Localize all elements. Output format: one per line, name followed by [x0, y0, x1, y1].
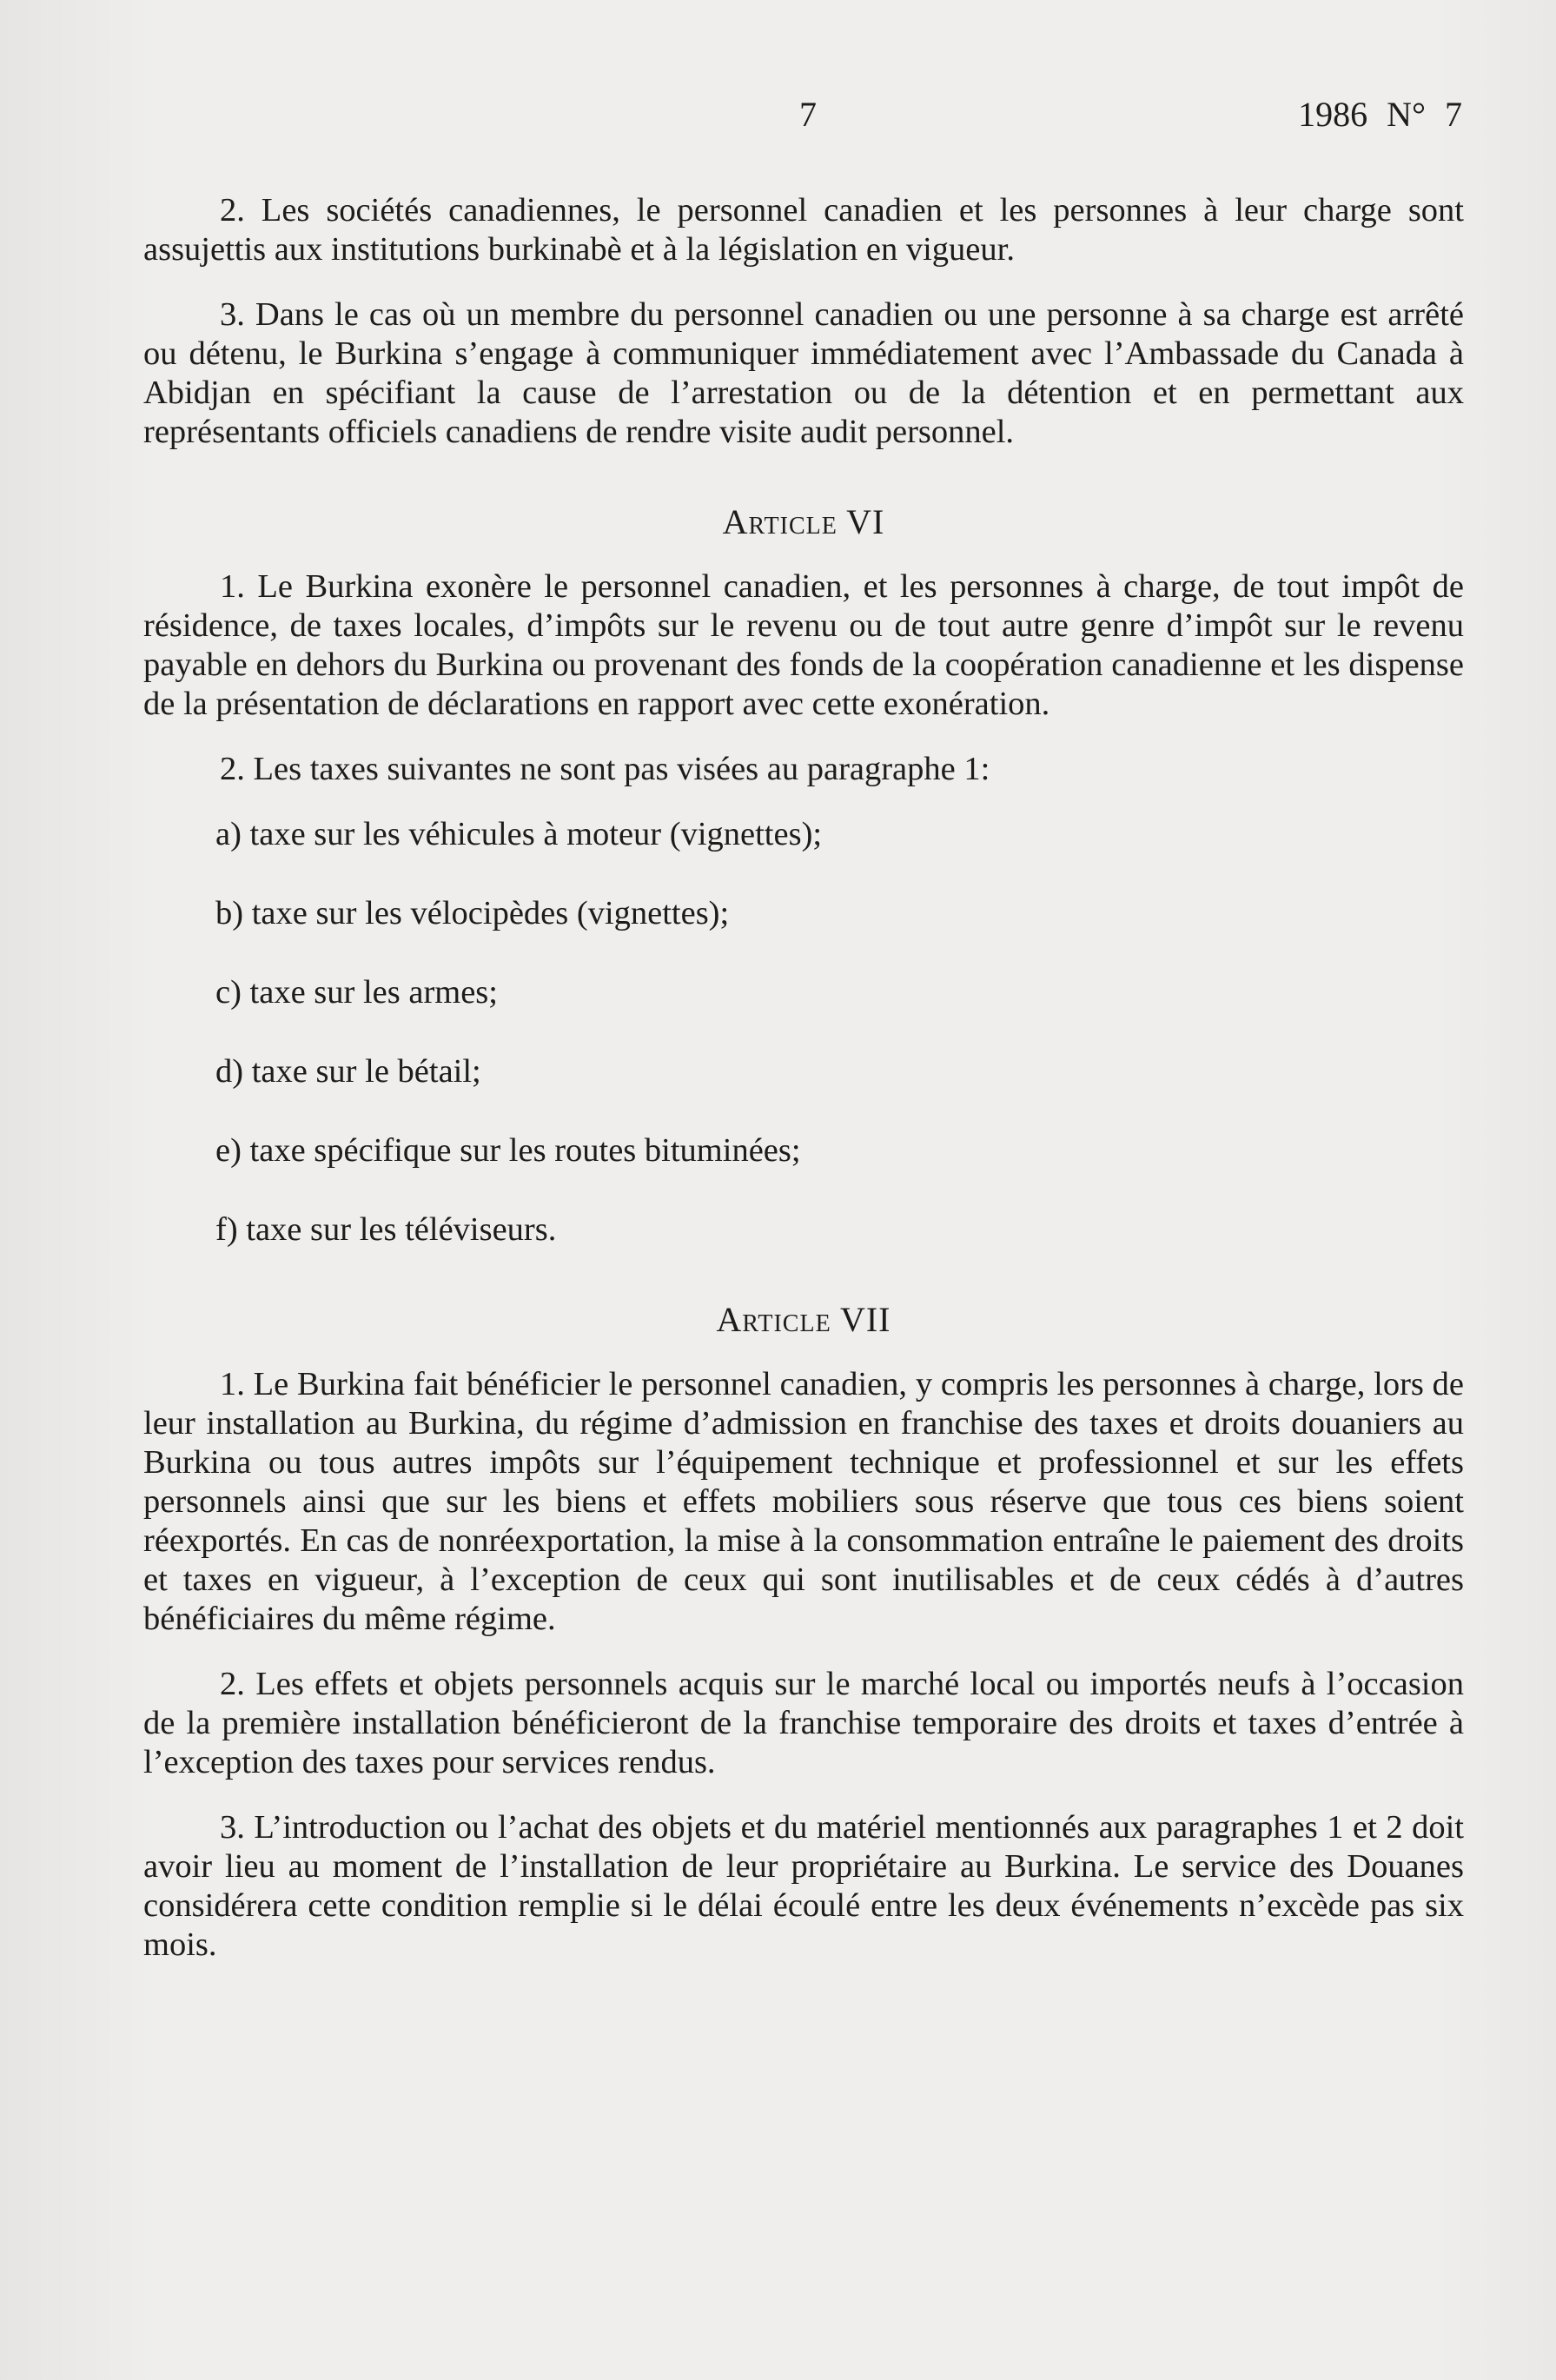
page-header	[0, 94, 1556, 146]
article-vii-paragraph-2: 2. Les effets et objets personnels acquis sur le marché local ou importés neufs à l’occasion de la première installation bénéficieront de la franchise temporaire des droits et taxes d’entrée à l’exception des taxes pour services rendus.	[143, 1666, 1464, 1780]
article-vi-paragraph-2: 2. Les taxes suivantes ne sont pas visées au paragraphe 1:	[220, 751, 990, 787]
paragraph-3: 3. Dans le cas où un membre du personnel canadien ou une personne à sa charge est arrêté ou détenu, le Burkina s’engage à communiquer immédiatement avec l’Ambassade du Canada à Abidjan en spécifiant la cause de l’arrestation ou de la détention et en permettant aux représentants officiels canadiens de rendre visite audit personnel.	[143, 296, 1464, 450]
list-item: e) taxe spécifique sur les routes bituminées;	[215, 1132, 801, 1169]
list-item: f) taxe sur les téléviseurs.	[215, 1211, 557, 1248]
gazette-reference: 1986 N° 7	[1298, 95, 1462, 134]
document-body	[143, 191, 1464, 1991]
article-vii-paragraph-3: 3. L’introduction ou l’achat des objets et du matériel mentionnés aux paragraphes 1 et 2 doit avoir lieu au moment de l’installation de leur propriétaire au Burkina. Le service des Douanes considérera cette condition remplie si le délai écoulé entre les deux événements n’excède pas six mois.	[143, 1809, 1464, 1963]
article-vii-heading: Article VII	[716, 1300, 891, 1339]
list-item: a) taxe sur les véhicules à moteur (vignettes);	[215, 816, 823, 852]
page-number: 7	[799, 95, 817, 134]
paragraph-2: 2. Les sociétés canadiennes, le personnel canadien et les personnes à leur charge sont assujettis aux institutions burkinabè et à la législation en vigueur.	[143, 192, 1464, 268]
list-item: b) taxe sur les vélocipèdes (vignettes);	[215, 895, 730, 931]
list-item: c) taxe sur les armes;	[215, 974, 498, 1011]
list-item: d) taxe sur le bétail;	[215, 1053, 481, 1090]
article-vii-paragraph-1: 1. Le Burkina fait bénéficier le personnel canadien, y compris les personnes à charge, lors de leur installation au Burkina, du régime d’admission en franchise des taxes et droits douaniers au Burkina ou tous autres impôts sur l’équipement technique et professionnel et sur les effets personnels ainsi que sur les biens et effets mobiliers sous réserve que tous ces biens soient réexportés. En cas de nonréexportation, la mise à la consommation entraîne le paiement des droits et taxes en vigueur, à l’exception de ceux qui sont inutilisables et de ceux cédés à d’autres bénéficiaires du même régime.	[143, 1366, 1464, 1637]
excluded-taxes-list	[143, 815, 1464, 1250]
article-vi-paragraph-1: 1. Le Burkina exonère le personnel canadien, et les personnes à charge, de tout impôt de résidence, de taxes locales, d’impôts sur le revenu ou de tout autre genre d’impôt sur le revenu payable en dehors du Burkina ou provenant des fonds de la coopération canadienne et les dispense de la présentation de déclarations en rapport avec cette exonération.	[143, 568, 1464, 722]
article-vi-heading: Article VI	[722, 502, 885, 541]
